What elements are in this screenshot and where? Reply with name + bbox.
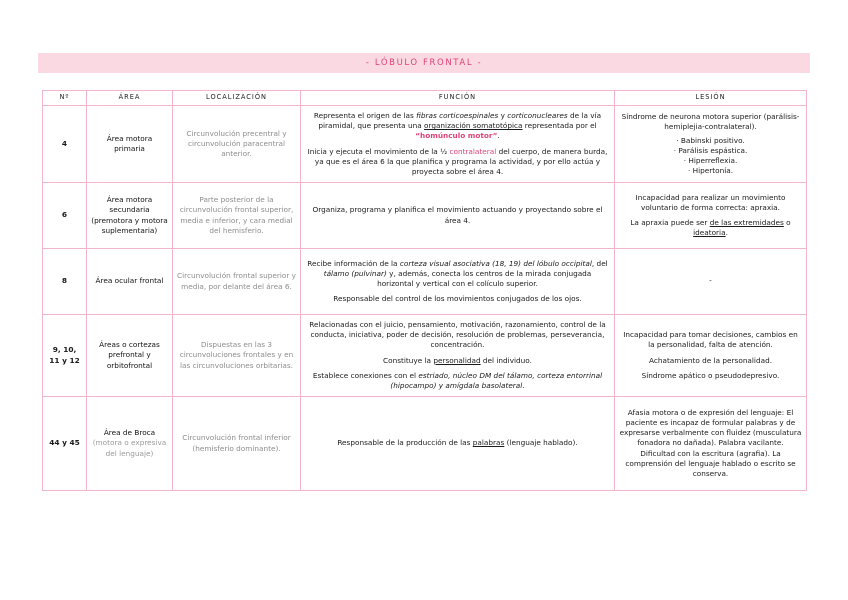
- row-number: 44 y 45: [43, 397, 87, 491]
- header-localization: LOCALIZACIÓN: [173, 91, 301, 106]
- row-area: Área ocular frontal: [87, 249, 173, 315]
- list-item: · Babinski positivo.: [676, 135, 745, 145]
- row-localization: Dispuestas en las 3 circunvoluciones frontales y en las circunvoluciones orbitarias.: [173, 315, 301, 397]
- row-area: Área motora secundaria (premotora y motora suplementaria): [87, 183, 173, 249]
- row-function: [301, 315, 615, 397]
- function-paragraph: Inicia y ejecuta el movimiento de la ½ contralateral del cuerpo, de manera burda, ya que es el área 6 la que planifica y programa la actividad, y por ello actúa y proyecta sobre el área 4.: [307, 146, 608, 176]
- row-lesion: [615, 183, 807, 249]
- list-item: · Parálisis espástica.: [673, 146, 748, 155]
- table-row: [43, 106, 807, 183]
- row-localization: Parte posterior de la circunvolución frontal superior, media e inferior, y cara medial del hemisferio.: [173, 183, 301, 249]
- area-subtitle: (motora o expresiva del lenguaje): [92, 438, 167, 458]
- header-lesion: LESIÓN: [615, 91, 807, 106]
- row-localization: Circunvolución precentral y circunvolución paracentral anterior.: [173, 106, 301, 183]
- table-header-row: [43, 91, 807, 106]
- table-row: [43, 183, 807, 249]
- row-function: [301, 249, 615, 315]
- row-localization: Circunvolución frontal inferior (hemisferio dominante).: [173, 397, 301, 491]
- header-function: FUNCIÓN: [301, 91, 615, 106]
- frontal-lobe-table: [42, 90, 807, 491]
- function-paragraph: Responsable del control de los movimientos conjugados de los ojos.: [333, 294, 582, 304]
- row-area: Áreas o cortezas prefrontal y orbitofrontal: [87, 315, 173, 397]
- lesion-paragraph: La apraxia puede ser de las extremidades o ideatoria.: [630, 218, 791, 238]
- row-area: Área motora primaria: [87, 106, 173, 183]
- lesion-paragraph: Incapacidad para tomar decisiones, cambios en la personalidad, falta de atención.: [623, 330, 798, 350]
- table-row: [43, 249, 807, 315]
- row-number: 8: [43, 249, 87, 315]
- lesion-paragraph: Síndrome apático o pseudodepresivo.: [641, 370, 780, 380]
- row-lesion: Afasia motora o de expresión del lenguaje: El paciente es incapaz de formular palabras y de expresarse verbalmente con fluidez (musculatura fonadora no dañada). Palabra vacilante. Dificultad con la escritura (agrafia). La comprensión del lenguaje hablado o escrito se conserva.: [615, 397, 807, 491]
- function-paragraph: Establece conexiones con el estriado, núcleo DM del tálamo, corteza entorrinal (hipocampo) y amígdala basolateral.: [312, 370, 603, 390]
- table-row: [43, 397, 807, 491]
- function-paragraph: Relacionadas con el juicio, pensamiento, motivación, razonamiento, control de la conducta, iniciativa, poder de decisión, resolución de problemas, perseverancia, concentración.: [309, 320, 606, 350]
- row-localization: Circunvolución frontal superior y media, por delante del área 6.: [173, 249, 301, 315]
- header-area: ÁREA: [87, 91, 173, 106]
- table-row: [43, 315, 807, 397]
- row-number: 6: [43, 183, 87, 249]
- lesion-paragraph: Síndrome de neurona motora superior (parálisis-hemiplejia-contralateral).: [621, 111, 800, 131]
- row-function: Organiza, programa y planifica el movimiento actuando y proyectando sobre el área 4.: [301, 183, 615, 249]
- lesion-paragraph: Achatamiento de la personalidad.: [648, 355, 773, 365]
- function-paragraph: Recibe información de la corteza visual asociativa (18, 19) del lóbulo occipital, del tálamo (pulvinar) y, además, conecta los centros de la mirada conjugada horizontal y vertical con el colículo superior.: [307, 258, 608, 288]
- header-num: Nº: [43, 91, 87, 106]
- section-title: - LÓBULO FRONTAL -: [38, 53, 810, 73]
- row-function: [301, 106, 615, 183]
- row-lesion: -: [615, 249, 807, 315]
- row-number: 9, 10, 11 y 12: [43, 315, 87, 397]
- row-function: Responsable de la producción de las palabras (lenguaje hablado).: [301, 397, 615, 491]
- function-paragraph: Constituye la personalidad del individuo.: [383, 355, 532, 365]
- list-item: · Hiperreflexia.: [683, 156, 738, 166]
- row-area: [87, 397, 173, 491]
- row-lesion: [615, 106, 807, 183]
- row-lesion: [615, 315, 807, 397]
- area-name: Área de Broca: [103, 428, 156, 438]
- row-number: 4: [43, 106, 87, 183]
- list-item: · Hipertonía.: [687, 166, 734, 176]
- function-paragraph: Representa el origen de las fibras corticoespinales y corticonucleares de la vía piramidal, que presenta una organización somatotópica representada por el “homúnculo motor”.: [313, 111, 602, 141]
- lesion-paragraph: Incapacidad para realizar un movimiento voluntario de forma correcta: apraxia.: [635, 192, 786, 212]
- lesion-list: [619, 136, 802, 176]
